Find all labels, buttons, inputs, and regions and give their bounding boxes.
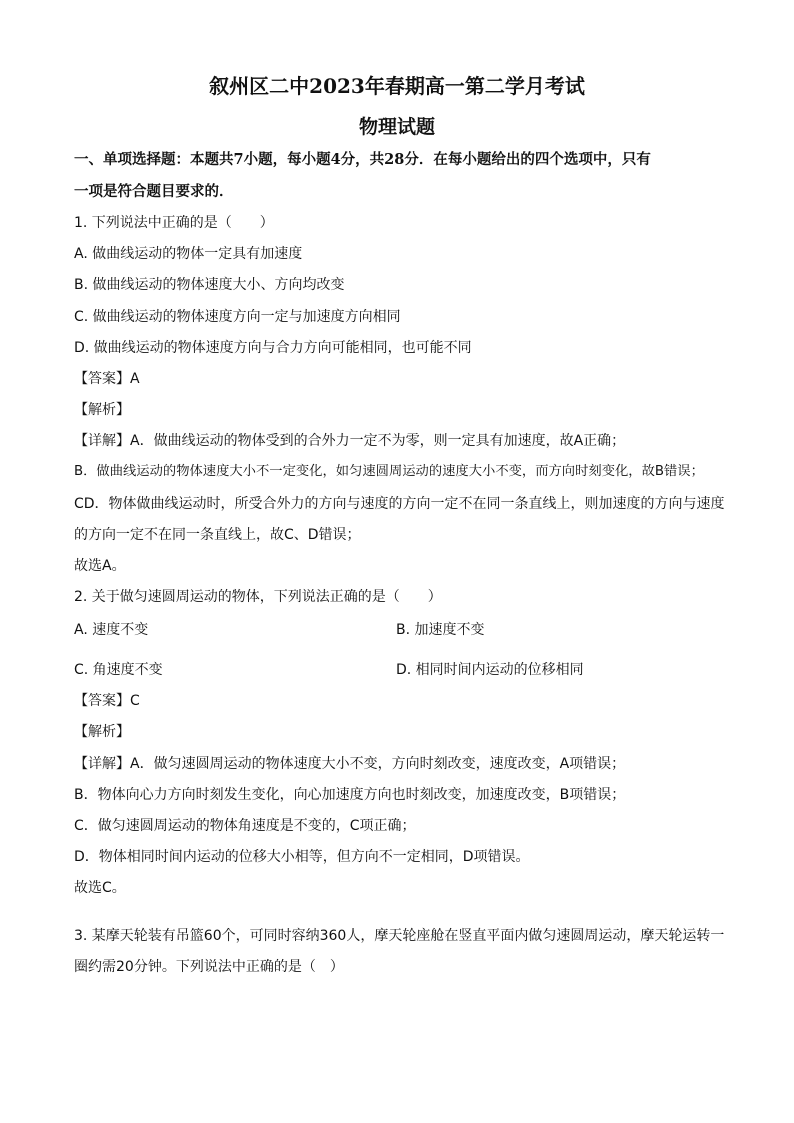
q1-option-a: A. 做曲线运动的物体一定具有加速度 <box>74 246 303 262</box>
q2-option-a: A. 速度不变 <box>74 622 149 638</box>
q1-detail-line: B．做曲线运动的物体速度大小不一定变化，如匀速圆周运动的速度大小不变，而方向时刻变化，故B错误； <box>74 464 704 479</box>
question-3-stem-cont: 圈约需20分钟。下列说法中正确的是（ ） <box>74 959 344 975</box>
q1-detail-line: CD．物体做曲线运动时，所受合外力的方向与速度的方向一定不在同一条直线上，则加速度的方向与速度 <box>74 496 725 512</box>
q2-option-b: B. 加速度不变 <box>396 622 485 638</box>
q1-detail-line: 【详解】A．做曲线运动的物体受到的合外力一定不为零，则一定具有加速度，故A正确； <box>74 433 626 449</box>
q1-option-b: B. 做曲线运动的物体速度大小、方向均改变 <box>74 277 345 293</box>
q2-detail-line: B．物体向心力方向时刻发生变化，向心加速度方向也时刻改变，加速度改变，B项错误； <box>74 787 626 803</box>
q1-detail-line: 的方向一定不在同一条直线上，故C、D错误； <box>74 527 361 543</box>
q2-option-c: C. 角速度不变 <box>74 662 163 678</box>
question-3-stem: 3. 某摩天轮装有吊篮60个，可同时容纳360人，摩天轮座舱在竖直平面内做匀速圆周运动，摩天轮运转一 <box>74 928 725 944</box>
q1-option-d: D. 做曲线运动的物体速度方向与合力方向可能相同，也可能不同 <box>74 340 472 356</box>
q2-option-d: D. 相同时间内运动的位移相同 <box>396 662 584 678</box>
q2-answer: 【答案】C <box>74 693 140 709</box>
q1-option-c: C. 做曲线运动的物体速度方向一定与加速度方向相同 <box>74 309 401 325</box>
q2-detail-line: 故选C。 <box>74 880 126 896</box>
section-heading-cont: 一项是符合题目要求的． <box>74 183 234 200</box>
page-subtitle: 物理试题 <box>358 116 435 138</box>
q1-answer: 【答案】A <box>74 371 140 387</box>
q2-detail-line: 【详解】A．做匀速圆周运动的物体速度大小不变，方向时刻改变，速度改变，A项错误； <box>74 756 626 772</box>
q2-analysis-label: 【解析】 <box>74 724 130 740</box>
question-1-stem: 1. 下列说法中正确的是（ ） <box>74 215 274 231</box>
page-title: 叙州区二中2023年春期高一第二学月考试 <box>209 74 585 98</box>
question-2-stem: 2. 关于做匀速圆周运动的物体，下列说法正确的是（ ） <box>74 589 442 605</box>
q1-analysis-label: 【解析】 <box>74 402 130 418</box>
q1-detail-line: 故选A。 <box>74 558 126 574</box>
section-heading: 一、单项选择题：本题共7小题，每小题4分，共28分．在每小题给出的四个选项中，只有 <box>74 151 651 168</box>
q2-detail-line: C．做匀速圆周运动的物体角速度是不变的，C项正确； <box>74 818 416 834</box>
q2-detail-line: D．物体相同时间内运动的位移大小相等，但方向不一定相同，D项错误。 <box>74 849 530 865</box>
